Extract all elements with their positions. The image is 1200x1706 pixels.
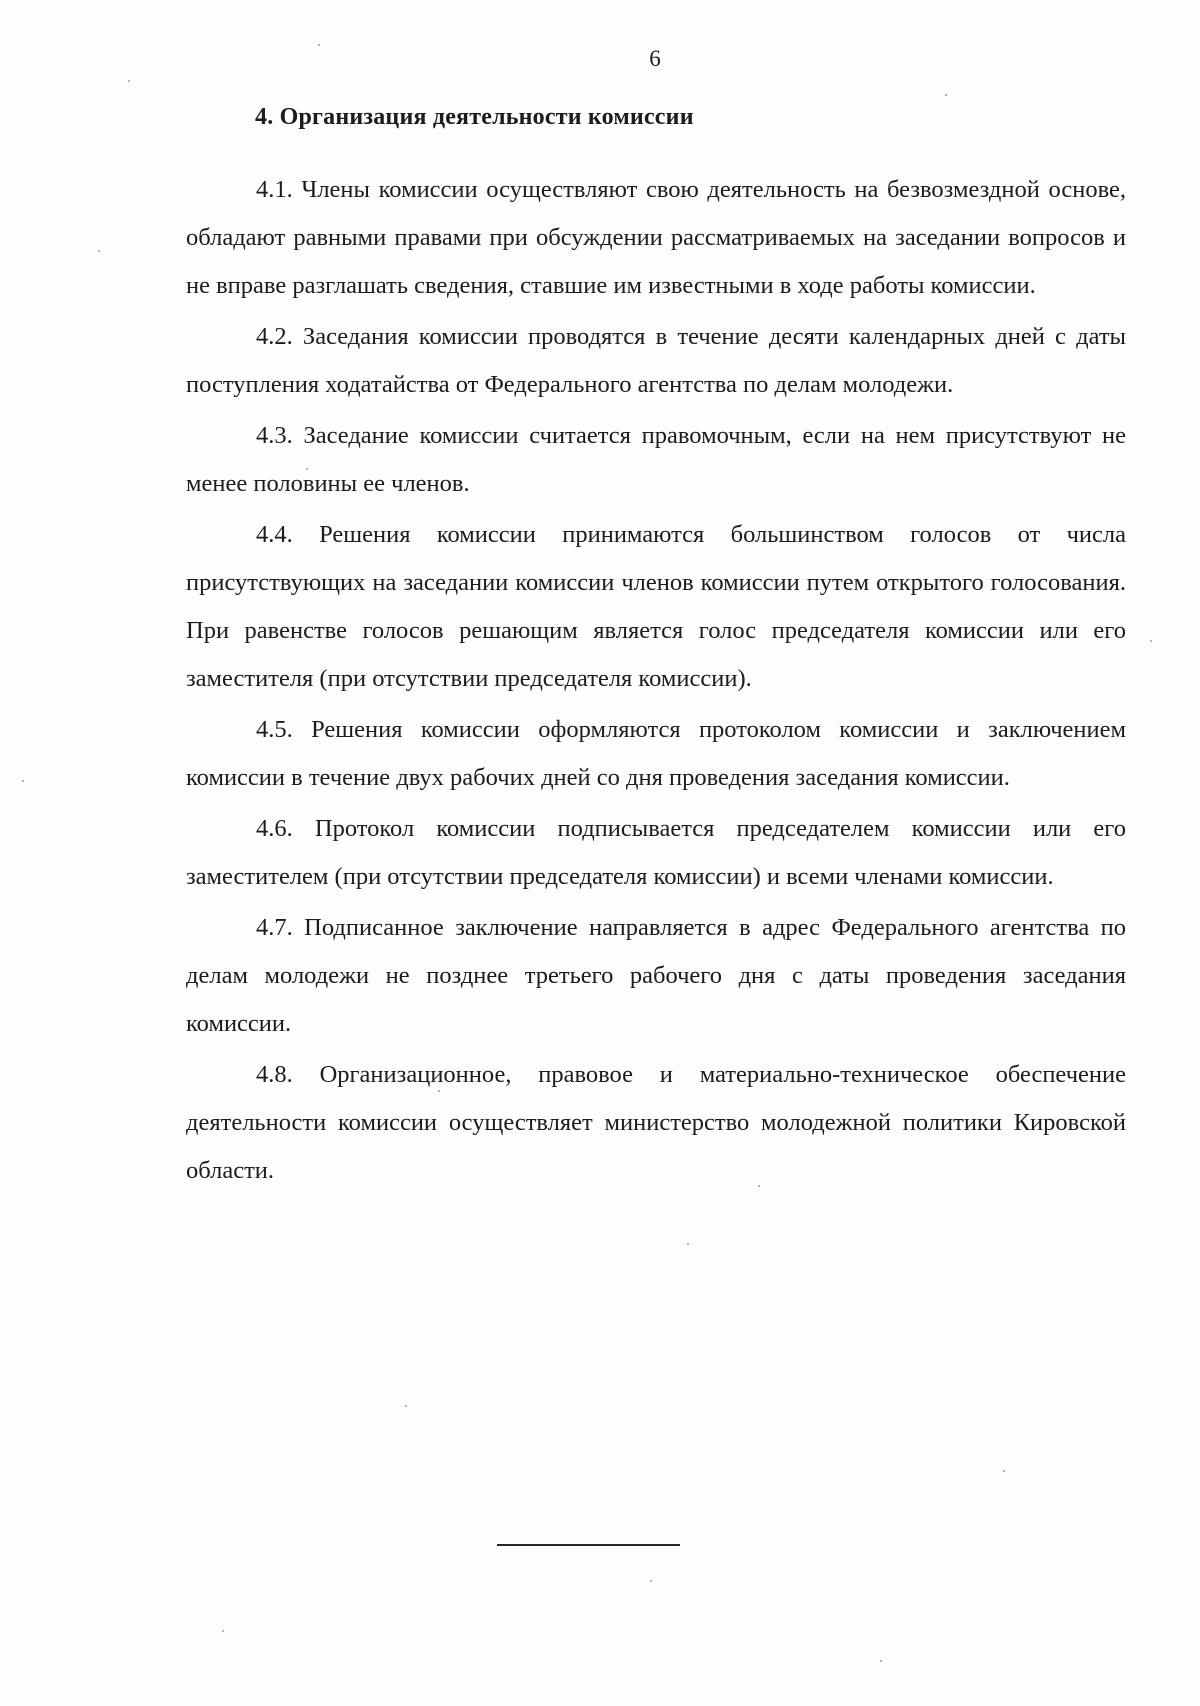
scan-speck (758, 1185, 760, 1187)
paragraph-4-4: 4.4. Решения комиссии принимаются большинством голосов от числа присутствующих на заседании комиссии членов комиссии путем открытого голосования. При равенстве голосов решающим является голос председателя комиссии или его заместителя (при отсутствии председателя комиссии). (186, 521, 1126, 692)
scan-speck (1150, 640, 1152, 642)
page-number: 6 (649, 46, 661, 71)
scan-speck (405, 1405, 407, 1407)
paragraph-4-3: 4.3. Заседание комиссии считается правомочным, если на нем присутствуют не менее половины ее членов. (186, 422, 1126, 497)
paragraph-4-5: 4.5. Решения комиссии оформляются протоколом комиссии и заключением комиссии в течение двух рабочих дней со дня проведения заседания комиссии. (186, 716, 1126, 791)
scan-speck (98, 250, 100, 252)
scan-speck (318, 44, 320, 46)
paragraph-4-8: 4.8. Организационное, правовое и материально-техническое обеспечение деятельности комиссии осуществляет министерство молодежной политики Кировской области. (186, 1061, 1126, 1184)
scan-speck (438, 1090, 440, 1092)
section-body (186, 166, 1126, 1195)
section-heading: 4. Организация деятельности комиссии (255, 104, 694, 130)
scan-speck (1003, 1470, 1005, 1472)
paragraph-4-7: 4.7. Подписанное заключение направляется в адрес Федерального агентства по делам молодежи не позднее третьего рабочего дня с даты проведения заседания комиссии. (186, 914, 1126, 1037)
scan-speck (687, 1243, 689, 1245)
scan-speck (880, 1660, 882, 1662)
scan-speck (650, 1580, 652, 1582)
scan-speck (128, 80, 130, 82)
scan-speck (306, 468, 308, 470)
paragraph-4-1: 4.1. Члены комиссии осуществляют свою деятельность на безвозмездной основе, обладают равными правами при обсуждении рассматриваемых на заседании вопросов и не вправе разглашать сведения, ставшие им известными в ходе работы комиссии. (186, 176, 1126, 299)
scan-speck (222, 1630, 224, 1632)
scan-speck (22, 780, 24, 782)
paragraph-4-2: 4.2. Заседания комиссии проводятся в течение десяти календарных дней с даты поступления ходатайства от Федерального агентства по делам молодежи. (186, 323, 1126, 398)
end-of-document-rule (497, 1544, 680, 1546)
scan-speck (945, 94, 947, 96)
paragraph-4-6: 4.6. Протокол комиссии подписывается председателем комиссии или его заместителем (при отсутствии председателя комиссии) и всеми членами комиссии. (186, 815, 1126, 890)
